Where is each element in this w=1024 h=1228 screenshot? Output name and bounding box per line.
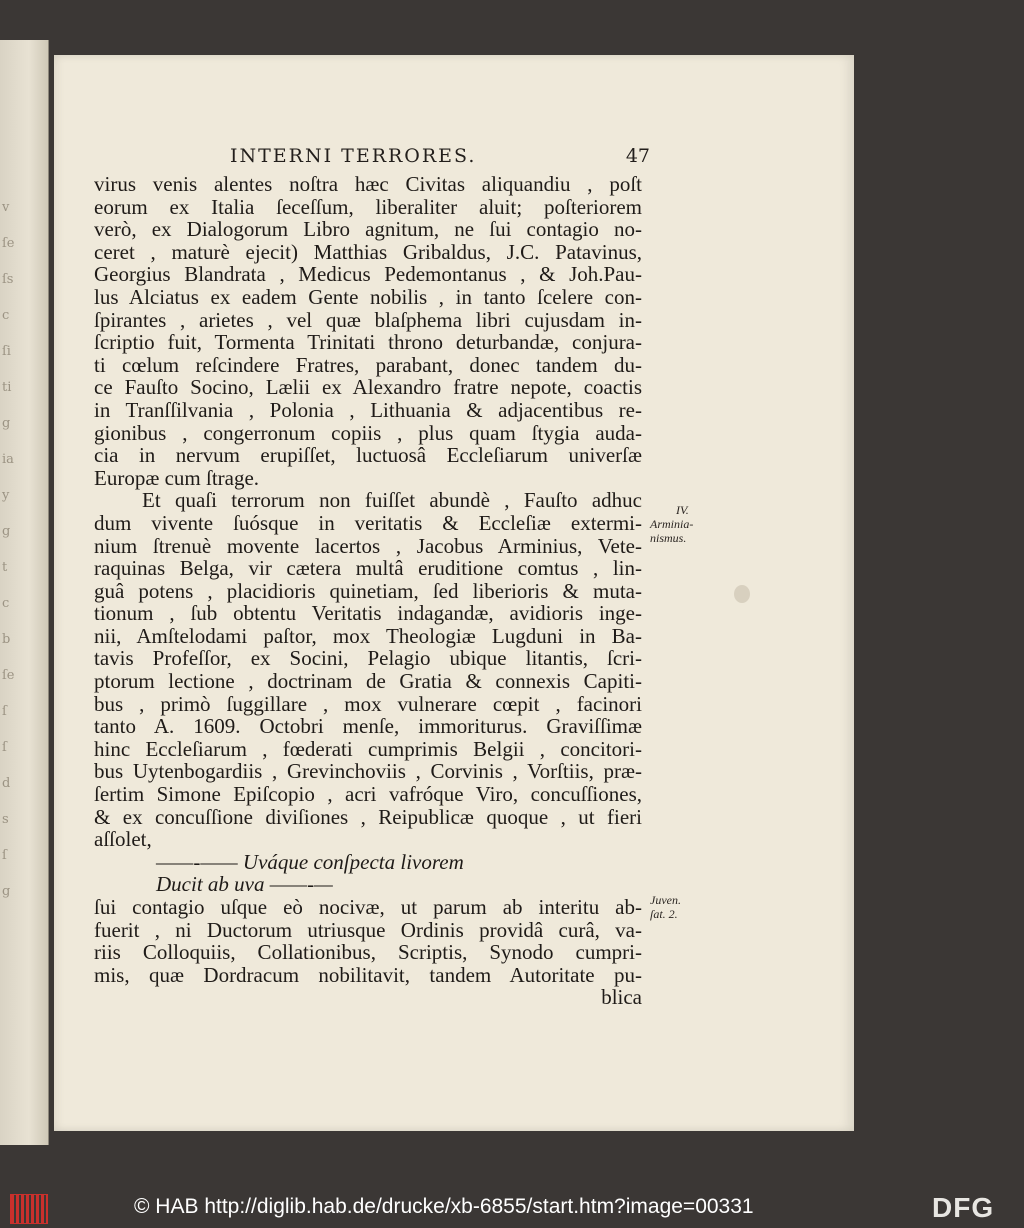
text-line: ſpirantes , arietes , vel quæ blaſphema libri cujusdam in- bbox=[94, 307, 642, 332]
text-line: nium ſtrenuè movente lacertos , Jacobus Arminius, Vete- bbox=[94, 533, 642, 558]
text-line: ſcriptio fuit, Tormenta Trinitati throno deturbandæ, conjura- bbox=[94, 330, 642, 355]
barcode-icon bbox=[10, 1194, 48, 1224]
text-line: riis Colloquiis, Collationibus, Scriptis, Synodo cumpri- bbox=[94, 940, 642, 965]
text-line: ceret , maturè ejecit) Matthias Gribaldus, J.C. Patavinus, bbox=[94, 239, 642, 264]
text-line: guâ potens , placidioris quinetiam, ſed liberioris & muta- bbox=[94, 578, 642, 603]
text-line: blica bbox=[601, 985, 642, 1010]
facing-page-fragment: y bbox=[2, 488, 10, 503]
text-line: bus , primò ſuggillare , mox vulnerare cœpit , facinori bbox=[94, 691, 642, 716]
text-line: lus Alciatus ex eadem Gente nobilis , in tanto ſcelere con- bbox=[94, 284, 642, 309]
margin-note-line: IV. bbox=[676, 503, 689, 517]
facing-page-fragment: ſ bbox=[2, 848, 7, 863]
text-line: raquinas Belga, vir cætera multâ eruditione comtus , lin- bbox=[94, 556, 642, 581]
text-line: Georgius Blandrata , Medicus Pedemontanus , & Joh.Pau- bbox=[94, 262, 642, 287]
facing-page-fragment: g bbox=[2, 524, 11, 539]
facing-page-fragment: d bbox=[2, 776, 11, 791]
facing-page-fragment: s bbox=[2, 812, 9, 827]
margin-note-juvenal bbox=[650, 893, 681, 921]
text-line: Europæ cum ſtrage. bbox=[94, 465, 260, 490]
page-number: 47 bbox=[625, 145, 650, 167]
facing-page-fragment: g bbox=[2, 416, 11, 431]
text-line: tavis Profeſſor, ex Socini, Pelagio ubique litantis, ſcri- bbox=[94, 646, 642, 671]
text-line: ——-—— Uváque conſpecta livorem bbox=[156, 849, 464, 874]
text-line: & ex concuſſione diviſiones , Reipublicæ quoque , ut fieri bbox=[94, 804, 642, 829]
text-line: ſertim Simone Epiſcopio , acri vafróque Viro, concuſſiones, bbox=[94, 782, 642, 807]
margin-note-line: nismus. bbox=[650, 531, 687, 545]
body-text bbox=[94, 173, 642, 1009]
facing-page-fragment: g bbox=[2, 884, 11, 899]
text-line: aſſolet, bbox=[94, 827, 152, 852]
viewer-footer bbox=[0, 1188, 1024, 1228]
text-line: virus venis alentes noſtra hæc Civitas aliquandiu , poſt bbox=[94, 172, 642, 196]
text-line: bus Uytenbogardiis , Grevinchoviis , Corvinis , Vorſtiis, præ- bbox=[94, 759, 642, 784]
facing-page-fragment: ſ bbox=[2, 704, 7, 719]
facing-page-fragment: v bbox=[2, 200, 10, 215]
dfg-logo: DFG bbox=[932, 1192, 995, 1223]
text-line: cia in nervum erupiſſet, luctuosâ Eccleſiarum univerſæ bbox=[94, 443, 642, 468]
facing-page-fragment: ſe bbox=[2, 236, 15, 251]
facing-page-fragment: ti bbox=[2, 380, 12, 395]
facing-page-edge bbox=[0, 40, 49, 1145]
text-line: verò, ex Dialogorum Libro agnitum, ne ſui contagio no- bbox=[94, 217, 642, 242]
text-line: hinc Eccleſiarum , fœderati cumprimis Belgii , concitori- bbox=[94, 736, 642, 761]
margin-note-line: Arminia- bbox=[650, 517, 694, 531]
facing-page-fragment: c bbox=[2, 596, 10, 611]
text-line: ti cœlum reſcindere Fratres, parabant, donec tandem du- bbox=[94, 352, 642, 377]
facing-page-fragment: b bbox=[2, 632, 11, 647]
text-line: ſui contagio uſque eò nocivæ, ut parum ab interitu ab- bbox=[94, 895, 642, 919]
text-line: Et quaſi terrorum non fuiſſet abundè , Fauſto adhuc bbox=[142, 488, 642, 513]
text-line: tionum , ſub obtentu Veritatis indagandæ, avidioris inge- bbox=[94, 601, 642, 626]
facing-page-fragment: ſs bbox=[2, 272, 14, 287]
margin-note-line: ſat. 2. bbox=[650, 907, 678, 921]
facing-page-fragment: t bbox=[2, 560, 8, 575]
facing-page-fragment: ia bbox=[2, 452, 14, 467]
text-line: dum vivente ſuósque in veritatis & Eccleſiæ extermi- bbox=[94, 510, 642, 535]
text-line: ce Fauſto Socino, Lælii ex Alexandro fratre nepote, coactis bbox=[94, 375, 642, 400]
text-line: in Tranſſilvania , Polonia , Lithuania & adjacentibus re- bbox=[94, 397, 642, 422]
running-title: INTERNI TERRORES. bbox=[230, 145, 477, 167]
facing-page-fragment: c bbox=[2, 308, 10, 323]
copyright-url[interactable]: © HAB http://diglib.hab.de/drucke/xb-6855/start.htm?image=00331 bbox=[134, 1195, 754, 1218]
running-head bbox=[230, 145, 650, 167]
text-line: tanto A. 1609. Octobri menſe, immoriturus. Graviſſimæ bbox=[94, 714, 642, 739]
facing-page-fragment: ſi bbox=[2, 344, 11, 359]
text-line: gionibus , congerronum copiis , plus quam ſtygia auda- bbox=[94, 420, 642, 445]
paper-stain bbox=[734, 585, 750, 603]
text-line: fuerit , ni Ductorum utriusque Ordinis providâ curâ, va- bbox=[94, 917, 642, 942]
facing-page-fragment: ſ bbox=[2, 740, 7, 755]
text-line: nii, Amſtelodami paſtor, mox Theologiæ Lugduni in Ba- bbox=[94, 623, 642, 648]
margin-note-line: Juven. bbox=[650, 893, 681, 907]
text-line: mis, quæ Dordracum nobilitavit, tandem Autoritate pu- bbox=[94, 962, 642, 987]
text-line: eorum ex Italia ſeceſſum, liberaliter aluit; poſteriorem bbox=[94, 194, 642, 219]
text-line: Ducit ab uva ——-— bbox=[156, 872, 333, 897]
facing-page-fragment: ſe bbox=[2, 668, 15, 683]
margin-note-arminianismus bbox=[650, 503, 693, 545]
text-line: ptorum lectione , doctrinam de Gratia & connexis Capiti- bbox=[94, 669, 642, 694]
